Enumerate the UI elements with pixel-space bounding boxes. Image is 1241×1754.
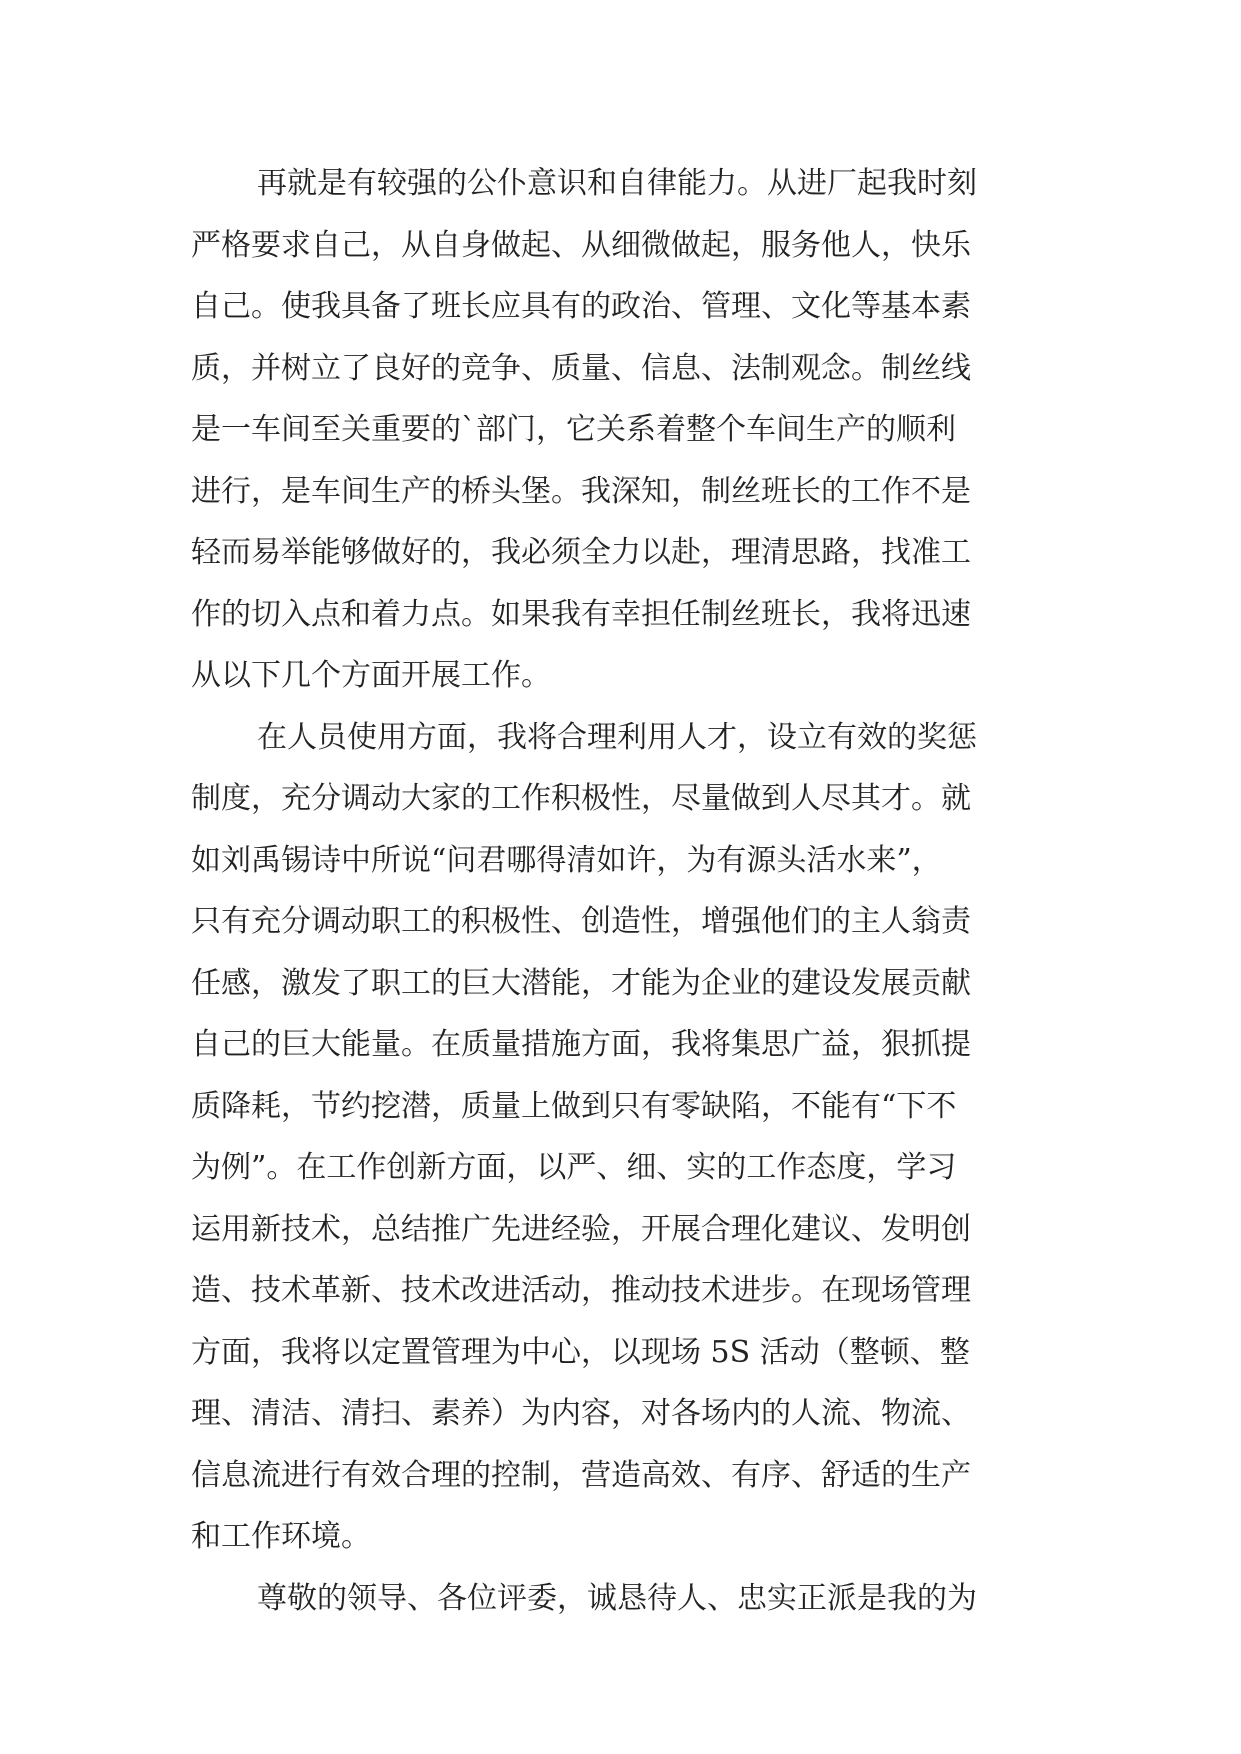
paragraph-1-line-4: 质，并树立了良好的竞争、质量、信息、法制观念。制丝线 (191, 350, 971, 386)
paragraph-2-line-3: 如刘禹锡诗中所说“问君哪得清如许，为有源头活水来”， (191, 842, 942, 878)
paragraph-2-line-9: 运用新技术，总结推广先进经验，开展合理化建议、发明创 (191, 1211, 971, 1247)
paragraph-2-line-12: 理、清洁、清扫、素养）为内容，对各场内的人流、物流、 (191, 1396, 971, 1431)
paragraph-2-line-2: 制度，充分调动大家的工作积极性，尽量做到人尽其才。就 (191, 781, 971, 816)
paragraph-1-line-5: 是一车间至关重要的`部门，它关系着整个车间生产的顺利 (191, 412, 956, 447)
paragraph-2-line-6: 自己的巨大能量。在质量措施方面，我将集思广益，狠抓提 (191, 1027, 971, 1062)
paragraph-1-line-1: 再就是有较强的公仆意识和自律能力。从进厂起我时刻 (257, 166, 977, 201)
paragraph-2-line-11: 方面，我将以定置管理为中心，以现场 5S 活动（整顿、整 (191, 1334, 970, 1370)
body-text (191, 153, 1051, 1629)
paragraph-1-line-7: 轻而易举能够做好的，我必须全力以赴，理清思路，找准工 (191, 535, 971, 570)
paragraph-3-line-1: 尊敬的领导、各位评委，诚恳待人、忠实正派是我的为 (257, 1580, 977, 1616)
paragraph-1-line-6: 进行，是车间生产的桥头堡。我深知，制丝班长的工作不是 (191, 473, 971, 509)
paragraph-1-line-2: 严格要求自己，从自身做起、从细微做起，服务他人，快乐 (191, 227, 971, 263)
paragraph-2-line-4: 只有充分调动职工的积极性、创造性，增强他们的主人翁责 (191, 904, 971, 939)
paragraph-2-line-14: 和工作环境。 (191, 1519, 371, 1554)
paragraph-1-line-9: 从以下几个方面开展工作。 (191, 658, 551, 693)
paragraph-2-line-5: 任感，激发了职工的巨大潜能，才能为企业的建设发展贡献 (191, 965, 971, 1001)
paragraph-2-line-7: 质降耗，节约挖潜，质量上做到只有零缺陷，不能有“下不 (191, 1088, 957, 1124)
paragraph-2-line-8: 为例”。在工作创新方面，以严、细、实的工作态度，学习 (191, 1150, 957, 1185)
paragraph-2-line-1: 在人员使用方面，我将合理利用人才，设立有效的奖惩 (257, 719, 977, 755)
paragraph-2-line-13: 信息流进行有效合理的控制，营造高效、有序、舒适的生产 (191, 1457, 971, 1493)
paragraph-2-line-10: 造、技术革新、技术改进活动，推动技术进步。在现场管理 (191, 1273, 971, 1308)
paragraph-1-line-3: 自己。使我具备了班长应具有的政治、管理、文化等基本素 (191, 289, 971, 324)
paragraph-1-line-8: 作的切入点和着力点。如果我有幸担任制丝班长，我将迅速 (191, 596, 971, 632)
